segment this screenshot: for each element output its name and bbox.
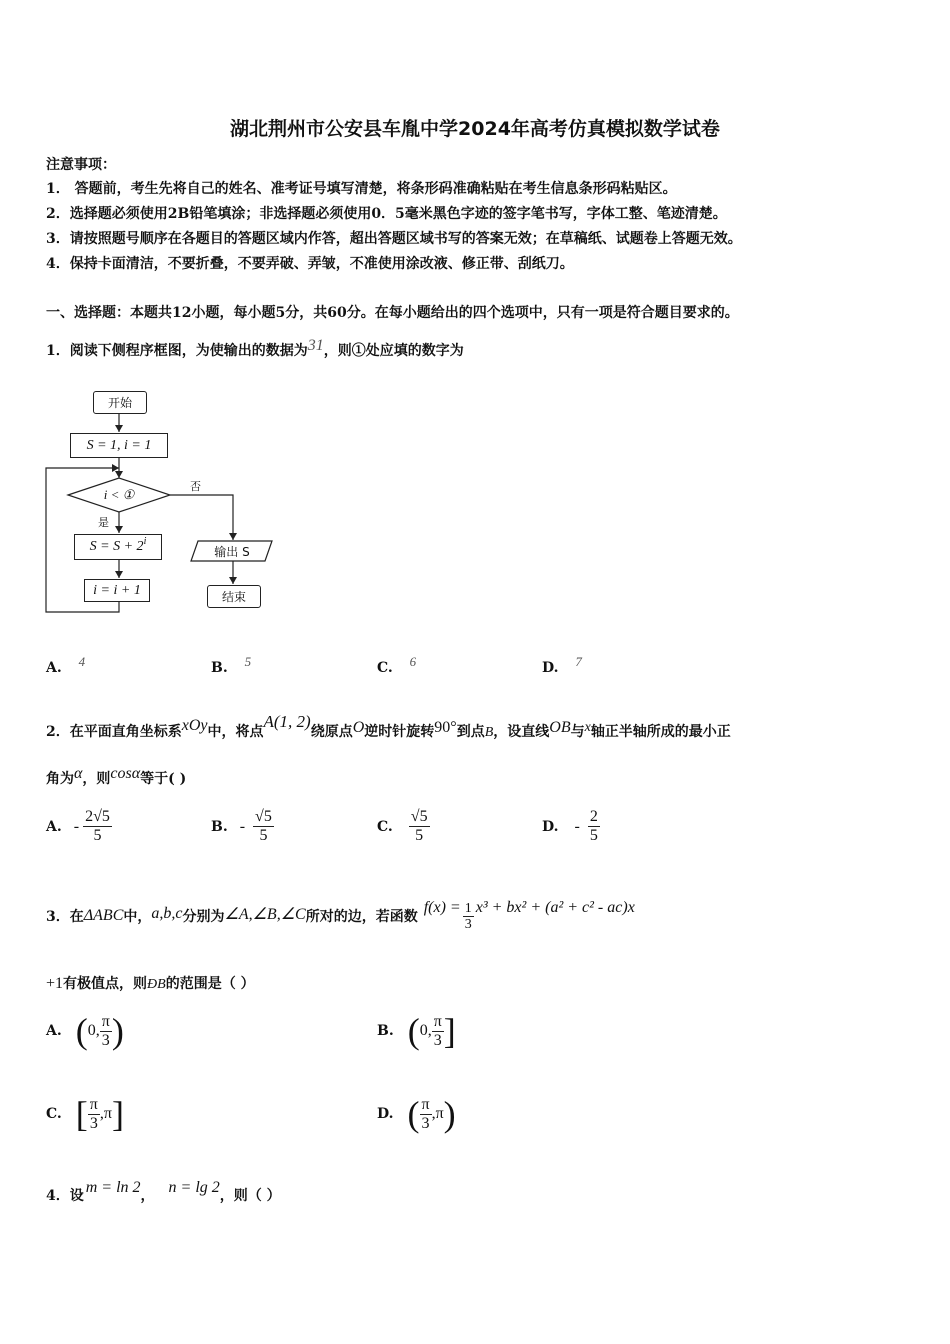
option-label: D. bbox=[542, 660, 559, 676]
flow-output: 输出 S bbox=[214, 545, 250, 559]
fraction-denominator: 5 bbox=[415, 827, 424, 844]
interval-bracket: ) bbox=[111, 1011, 124, 1051]
page-title: 湖北荆州市公安县车胤中学2024年高考仿真模拟数学试卷 bbox=[230, 118, 720, 140]
notice-item: 4．保持卡面清洁，不要折叠，不要弄破、弄皱，不准使用涂改液、修正带、刮纸刀。 bbox=[46, 256, 574, 272]
q2-text: 绕原点 bbox=[310, 724, 353, 740]
q1-value: 31 bbox=[307, 337, 324, 354]
flow-assign-base: S = S + 2 bbox=[89, 539, 144, 554]
q1-suffix: ，则①处应填的数字为 bbox=[323, 343, 464, 359]
q3-text: 3．在 bbox=[46, 909, 84, 925]
q1-option-a bbox=[46, 654, 86, 676]
interval-bracket: ( bbox=[407, 1094, 420, 1134]
q2-text: ，则 bbox=[82, 771, 111, 787]
fraction-numerator: 2√5 bbox=[85, 808, 110, 825]
q2-option-a bbox=[46, 808, 112, 845]
question-2-stem bbox=[46, 712, 731, 748]
notice-heading: 注意事项： bbox=[46, 157, 116, 173]
fraction-denominator: 3 bbox=[421, 1114, 430, 1132]
q3-option-c bbox=[46, 1094, 124, 1134]
fraction-numerator: π bbox=[89, 1095, 98, 1113]
option-label: C. bbox=[377, 818, 393, 835]
q2-math: xOy bbox=[181, 717, 208, 734]
question-2-stem-line2 bbox=[46, 765, 187, 788]
notice-item: 2．选择题必须使用2B铅笔填涂；非选择题必须使用0．5毫米黑色字迹的签字笔书写，字体工整、笔迹清楚。 bbox=[46, 206, 727, 222]
option-sign: - bbox=[239, 817, 246, 835]
flow-no-label: 否 bbox=[190, 480, 201, 493]
q2-option-b bbox=[211, 808, 274, 845]
q2-text: ，设直线 bbox=[493, 724, 550, 740]
interval-bracket: ( bbox=[75, 1011, 88, 1051]
option-label: B. bbox=[211, 660, 228, 676]
fraction-numerator: π bbox=[421, 1095, 430, 1113]
q2-text: 等于( ) bbox=[140, 771, 187, 787]
fraction-denominator: 3 bbox=[89, 1114, 98, 1132]
fraction-numerator: 1 bbox=[464, 900, 472, 916]
q1-option-b bbox=[211, 654, 252, 676]
fraction-denominator: 5 bbox=[259, 827, 268, 844]
flow-yes-label: 是 bbox=[98, 516, 109, 529]
flow-start: 开始 bbox=[93, 391, 147, 414]
flow-end: 结束 bbox=[207, 585, 261, 608]
option-value: 6 bbox=[409, 654, 417, 669]
q3-math: +1 bbox=[46, 975, 64, 992]
interval-bracket: ] bbox=[111, 1094, 124, 1134]
interval-bracket: ( bbox=[407, 1011, 420, 1051]
option-label: A. bbox=[46, 660, 62, 676]
q3-text: 分别为 bbox=[182, 909, 225, 925]
flow-assign-exp: i bbox=[143, 535, 147, 547]
fraction-numerator: 2 bbox=[589, 808, 598, 825]
q2-math: O bbox=[352, 719, 365, 736]
flow-no-branch bbox=[170, 495, 233, 540]
interval-start: 0, bbox=[419, 1022, 432, 1039]
interval-start: 0, bbox=[87, 1022, 100, 1039]
question-4-stem bbox=[46, 1181, 281, 1211]
q4-math: n = lg 2 bbox=[168, 1179, 220, 1196]
question-3-stem-line2 bbox=[46, 973, 255, 993]
q3-math: a,b,c bbox=[151, 905, 183, 922]
q2-text: 逆时针旋转 bbox=[364, 724, 435, 740]
q2-option-d bbox=[542, 808, 600, 845]
q2-math: B bbox=[484, 725, 494, 740]
option-label: A. bbox=[46, 1023, 62, 1039]
option-sign: - bbox=[73, 817, 80, 835]
interval-end: ,π bbox=[99, 1105, 112, 1122]
option-value: 5 bbox=[244, 654, 252, 669]
section-heading: 一、选择题：本题共12小题，每小题5分，共60分。在每小题给出的四个选项中，只有一项是符合题目要求的。 bbox=[46, 305, 739, 321]
q2-math: OB bbox=[549, 719, 571, 736]
q2-math: α bbox=[74, 765, 83, 782]
interval-bracket: ) bbox=[443, 1094, 456, 1134]
q2-text: 角为 bbox=[46, 771, 74, 787]
q1-prefix: 1．阅读下侧程序框图，为使输出的数据为 bbox=[46, 343, 308, 359]
q3-math: ∠A,∠B,∠C bbox=[224, 906, 306, 923]
fraction-denominator: 3 bbox=[433, 1031, 442, 1049]
q3-math: ÐB bbox=[147, 977, 166, 992]
q2-math: 90° bbox=[434, 719, 457, 736]
q3-math: ΔABC bbox=[83, 907, 124, 924]
fraction-denominator: 3 bbox=[101, 1031, 110, 1049]
q2-math: cosα bbox=[110, 765, 141, 782]
q3-function-rhs: x³ + bx² + (a² + c² - ac)x bbox=[475, 899, 635, 916]
q2-text: 轴正半轴所成的最小正 bbox=[590, 724, 731, 740]
fraction-numerator: √5 bbox=[255, 808, 272, 825]
question-3-stem bbox=[46, 896, 635, 936]
q4-math: m = ln 2 bbox=[85, 1179, 141, 1196]
fraction-denominator: 5 bbox=[93, 827, 102, 844]
fraction-denominator: 5 bbox=[589, 827, 598, 844]
interval-end: ,π bbox=[431, 1105, 444, 1122]
q2-text: 中，将点 bbox=[207, 724, 264, 740]
q2-text: 与 bbox=[570, 724, 585, 740]
fraction-denominator: 3 bbox=[464, 916, 472, 932]
fraction-numerator: √5 bbox=[410, 808, 428, 825]
q2-option-c bbox=[377, 808, 430, 845]
q2-text: 到点 bbox=[456, 724, 485, 740]
option-label: B. bbox=[377, 1023, 394, 1039]
option-label: A. bbox=[46, 818, 62, 835]
interval-bracket: ] bbox=[443, 1011, 456, 1051]
flow-condition: i < ① bbox=[103, 487, 135, 502]
q3-option-d bbox=[377, 1094, 456, 1134]
q4-text: ， bbox=[140, 1188, 155, 1204]
q1-option-c bbox=[377, 654, 417, 676]
option-label: D. bbox=[377, 1106, 394, 1122]
notice-item: 3．请按照题号顺序在各题目的答题区域内作答，超出答题区域书写的答案无效；在草稿纸、试题卷上答题无效。 bbox=[46, 231, 742, 247]
flow-assign bbox=[74, 534, 162, 560]
q4-text: ，则（ ） bbox=[219, 1188, 281, 1204]
option-value: 4 bbox=[78, 654, 86, 669]
q3-option-a bbox=[46, 1011, 124, 1051]
option-label: D. bbox=[542, 818, 559, 835]
fraction-numerator: π bbox=[433, 1012, 442, 1030]
q3-option-b bbox=[377, 1011, 456, 1051]
q4-text: 4．设 bbox=[46, 1188, 84, 1204]
q2-math: x bbox=[584, 720, 591, 735]
flow-increment: i = i + 1 bbox=[84, 579, 150, 602]
q2-math: A(1, 2) bbox=[263, 712, 311, 731]
option-label: B. bbox=[211, 818, 228, 835]
q3-text: 的范围是（ ） bbox=[165, 976, 255, 992]
q3-function-lhs: f(x) = bbox=[423, 899, 461, 916]
interval-bracket: [ bbox=[75, 1094, 88, 1134]
notice-item: 1． 答题前，考生先将自己的姓名、准考证号填写清楚，将条形码准确粘贴在考生信息条形码粘贴区。 bbox=[46, 181, 677, 197]
option-label: C. bbox=[46, 1106, 62, 1122]
q3-text: 所对的边，若函数 bbox=[305, 909, 418, 925]
q3-text: 有极值点，则 bbox=[63, 976, 148, 992]
option-value: 7 bbox=[575, 654, 582, 669]
option-label: C. bbox=[377, 660, 393, 676]
flow-init: S = 1, i = 1 bbox=[70, 433, 168, 458]
q1-option-d bbox=[542, 654, 582, 676]
q2-text: 2．在平面直角坐标系 bbox=[46, 724, 182, 740]
fraction-numerator: π bbox=[101, 1012, 110, 1030]
q3-text: 中， bbox=[123, 909, 152, 925]
option-sign: - bbox=[574, 817, 580, 835]
